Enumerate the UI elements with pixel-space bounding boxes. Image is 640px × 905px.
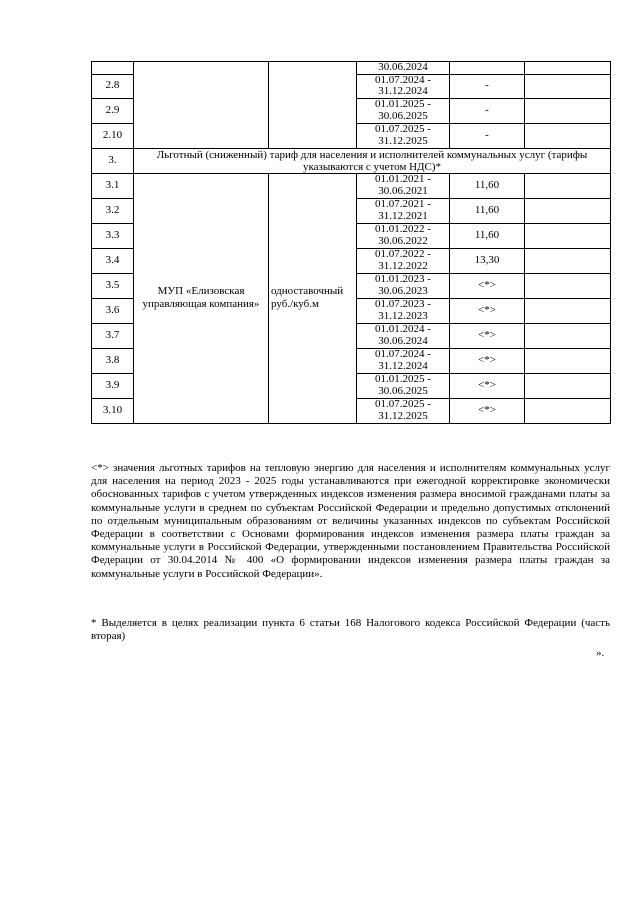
section-title-cell: Льготный (сниженный) тариф для населения и исполнителей коммунальных услуг (тарифы указываются с учетом НДС)* <box>134 148 611 173</box>
row-number-cell: 3.2 <box>92 198 134 223</box>
empty-cell <box>525 74 611 98</box>
tariff-table <box>91 61 611 424</box>
value-cell: 11,60 <box>450 223 525 248</box>
empty-cell <box>525 223 611 248</box>
row-number-cell: 3.6 <box>92 298 134 323</box>
period-cell: 01.01.2023 - 30.06.2023 <box>357 273 450 298</box>
period-cell: 01.07.2024 - 31.12.2024 <box>357 74 450 98</box>
value-cell: <*> <box>450 273 525 298</box>
empty-cell <box>525 348 611 373</box>
empty-cell <box>525 173 611 198</box>
row-number-cell: 3.5 <box>92 273 134 298</box>
period-cell: 01.07.2024 - 31.12.2024 <box>357 348 450 373</box>
row-number-cell: 2.8 <box>92 74 134 98</box>
row-number-cell: 3.1 <box>92 173 134 198</box>
empty-cell <box>525 323 611 348</box>
value-cell: <*> <box>450 323 525 348</box>
value-cell: 11,60 <box>450 198 525 223</box>
period-cell: 01.01.2024 - 30.06.2024 <box>357 323 450 348</box>
section-number-cell: 3. <box>92 148 134 173</box>
empty-cell <box>525 248 611 273</box>
value-cell: - <box>450 74 525 98</box>
organization-cell: МУП «Елизовская управляющая компания» <box>134 173 269 423</box>
empty-cell <box>525 123 611 148</box>
period-cell: 01.01.2021 - 30.06.2021 <box>357 173 450 198</box>
period-cell: 30.06.2024 <box>357 62 450 75</box>
empty-cell <box>525 198 611 223</box>
value-cell: 13,30 <box>450 248 525 273</box>
period-cell: 01.01.2022 - 30.06.2022 <box>357 223 450 248</box>
value-cell: 11,60 <box>450 173 525 198</box>
period-cell: 01.07.2022 - 31.12.2022 <box>357 248 450 273</box>
row-number-cell: 3.3 <box>92 223 134 248</box>
row-number-cell: 3.9 <box>92 373 134 398</box>
row-number-cell: 3.7 <box>92 323 134 348</box>
empty-cell <box>525 62 611 75</box>
footnote-vat-text: * Выделяется в целях реализации пункта 6 статьи 168 Налогового кодекса Российской Федерации (часть вторая) <box>91 617 610 643</box>
period-cell: 01.07.2025 - 31.12.2025 <box>357 123 450 148</box>
organization-cell <box>134 62 269 149</box>
footnote-star-text: <*> значения льготных тарифов на тепловую энергию для населения и исполнителям коммунальных услуг для населения на период 2023 - 2025 годы устанавливаются при ежегодной корректировке экономически обоснованных тарифов с учетом утвержденных индексов изменения размера вносимой гражданами платы за коммунальные услуги в среднем по субъектам Российской Федерации и предельно допустимых отклонений по отдельным муниципальным образованиям от величины указанных индексов по субъектам Российской Федерации в соответствии с Основами формирования индексов изменения размера платы граждан за коммунальные услуги в Российской Федерации, утвержденными постановлением Правительства Российской Федерации от 30.04.2014 № 400 «О формировании индексов изменения размера платы граждан за коммунальные услуги в Российской Федерации». <box>91 462 610 580</box>
empty-cell <box>525 398 611 423</box>
value-cell: <*> <box>450 373 525 398</box>
period-cell: 01.07.2021 - 31.12.2021 <box>357 198 450 223</box>
section-row <box>92 148 611 173</box>
row-number-cell <box>92 62 134 75</box>
period-cell: 01.01.2025 - 30.06.2025 <box>357 98 450 123</box>
empty-cell <box>525 273 611 298</box>
row-number-cell: 2.9 <box>92 98 134 123</box>
row-number-cell: 2.10 <box>92 123 134 148</box>
table-row <box>92 62 611 75</box>
tariff-kind-cell <box>269 62 357 149</box>
empty-cell <box>525 98 611 123</box>
row-number-cell: 3.8 <box>92 348 134 373</box>
period-cell: 01.07.2023 - 31.12.2023 <box>357 298 450 323</box>
empty-cell <box>525 298 611 323</box>
row-number-cell: 3.10 <box>92 398 134 423</box>
value-cell <box>450 62 525 75</box>
value-cell: <*> <box>450 298 525 323</box>
value-cell: - <box>450 123 525 148</box>
table-row <box>92 173 611 198</box>
value-cell: <*> <box>450 398 525 423</box>
row-number-cell: 3.4 <box>92 248 134 273</box>
empty-cell <box>525 373 611 398</box>
closing-quote: ». <box>596 647 605 659</box>
tariff-kind-cell: одноставочный руб./куб.м <box>269 173 357 423</box>
period-cell: 01.07.2025 - 31.12.2025 <box>357 398 450 423</box>
value-cell: - <box>450 98 525 123</box>
period-cell: 01.01.2025 - 30.06.2025 <box>357 373 450 398</box>
value-cell: <*> <box>450 348 525 373</box>
